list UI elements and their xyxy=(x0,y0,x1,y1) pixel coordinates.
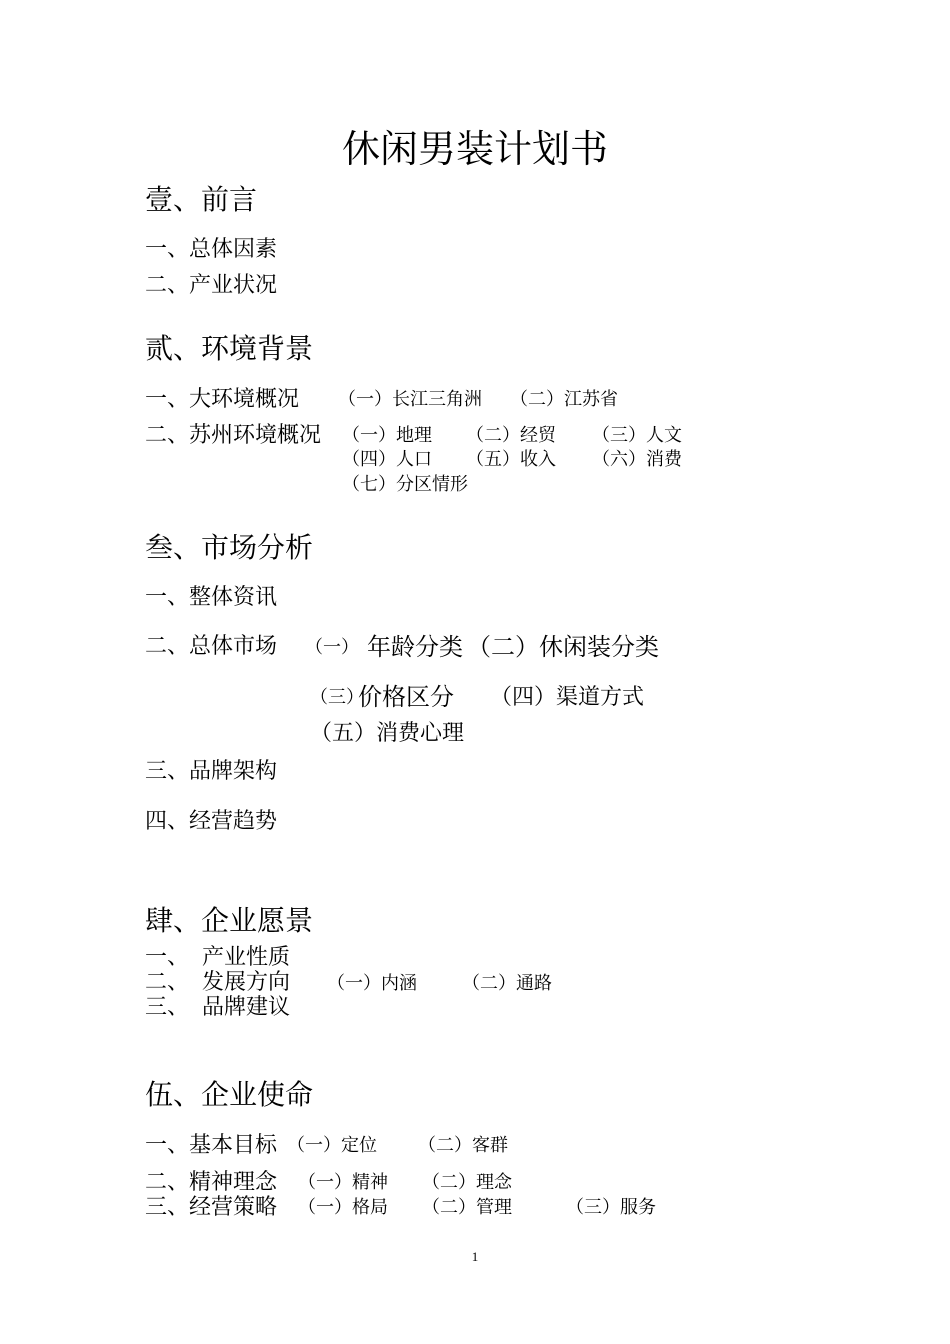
outline-item-number: 三、 xyxy=(145,995,190,1020)
sub-item: （二）理念 xyxy=(422,1172,512,1193)
sub-item: （六）消费 xyxy=(592,449,682,470)
outline-item: 一、整体资讯 xyxy=(145,585,278,610)
sub-item: （一）长江三角洲 xyxy=(338,389,482,410)
outline-item: 四、经营趋势 xyxy=(145,809,278,834)
section-heading: 贰、环境背景 xyxy=(145,332,314,365)
sub-item: （二）经贸 xyxy=(466,425,556,446)
outline-item: 二、产业状况 xyxy=(145,273,278,298)
sub-item: （四）人口 xyxy=(342,449,432,470)
outline-item: 一、总体因素 xyxy=(145,237,278,262)
sub-item: （一）地理 xyxy=(342,425,432,446)
sub-item: （一）格局 xyxy=(298,1197,388,1218)
sub-item: （四）渠道方式 xyxy=(490,685,645,710)
sub-item: 年龄分类 xyxy=(367,633,463,661)
outline-item-number: 二、 xyxy=(145,970,190,995)
sub-item: （二）通路 xyxy=(462,973,552,994)
sub-item-number: （一） xyxy=(305,637,359,658)
section-heading: 肆、企业愿景 xyxy=(145,904,314,937)
outline-item: 二、精神理念 xyxy=(145,1170,278,1195)
sub-item: （二）江苏省 xyxy=(510,389,618,410)
sub-item-number: （三） xyxy=(310,687,364,708)
outline-item: 三、品牌架构 xyxy=(145,759,278,784)
sub-item: （一）内涵 xyxy=(327,973,417,994)
outline-item: 发展方向 xyxy=(202,970,291,995)
sub-item: （三）服务 xyxy=(566,1197,656,1218)
sub-item: （二）客群 xyxy=(418,1135,508,1156)
document-title: 休闲男装计划书 xyxy=(341,127,608,171)
sub-item: （五）收入 xyxy=(466,449,556,470)
section-heading: 伍、企业使命 xyxy=(145,1078,314,1111)
sub-item: 价格区分 xyxy=(358,683,454,711)
section-heading: 叁、市场分析 xyxy=(145,531,314,564)
sub-item: （二）管理 xyxy=(422,1197,512,1218)
outline-item: 一、基本目标 xyxy=(145,1133,278,1158)
outline-item: 一、大环境概况 xyxy=(145,387,300,412)
sub-item: （七）分区情形 xyxy=(342,474,468,495)
section-heading: 壹、前言 xyxy=(145,183,258,216)
outline-item: 二、苏州环境概况 xyxy=(145,423,322,448)
page-number: 1 xyxy=(471,1249,479,1264)
sub-item: （五）消费心理 xyxy=(310,721,465,746)
outline-item: 产业性质 xyxy=(202,945,291,970)
outline-item: 品牌建议 xyxy=(202,995,291,1020)
outline-item: 三、经营策略 xyxy=(145,1195,278,1220)
sub-item: （二）休闲装分类 xyxy=(467,633,659,661)
sub-item: （一）定位 xyxy=(287,1135,377,1156)
sub-item: （一）精神 xyxy=(298,1172,388,1193)
outline-item-number: 一、 xyxy=(145,945,190,970)
sub-item: （三）人文 xyxy=(592,425,682,446)
outline-item: 二、总体市场 xyxy=(145,634,278,659)
